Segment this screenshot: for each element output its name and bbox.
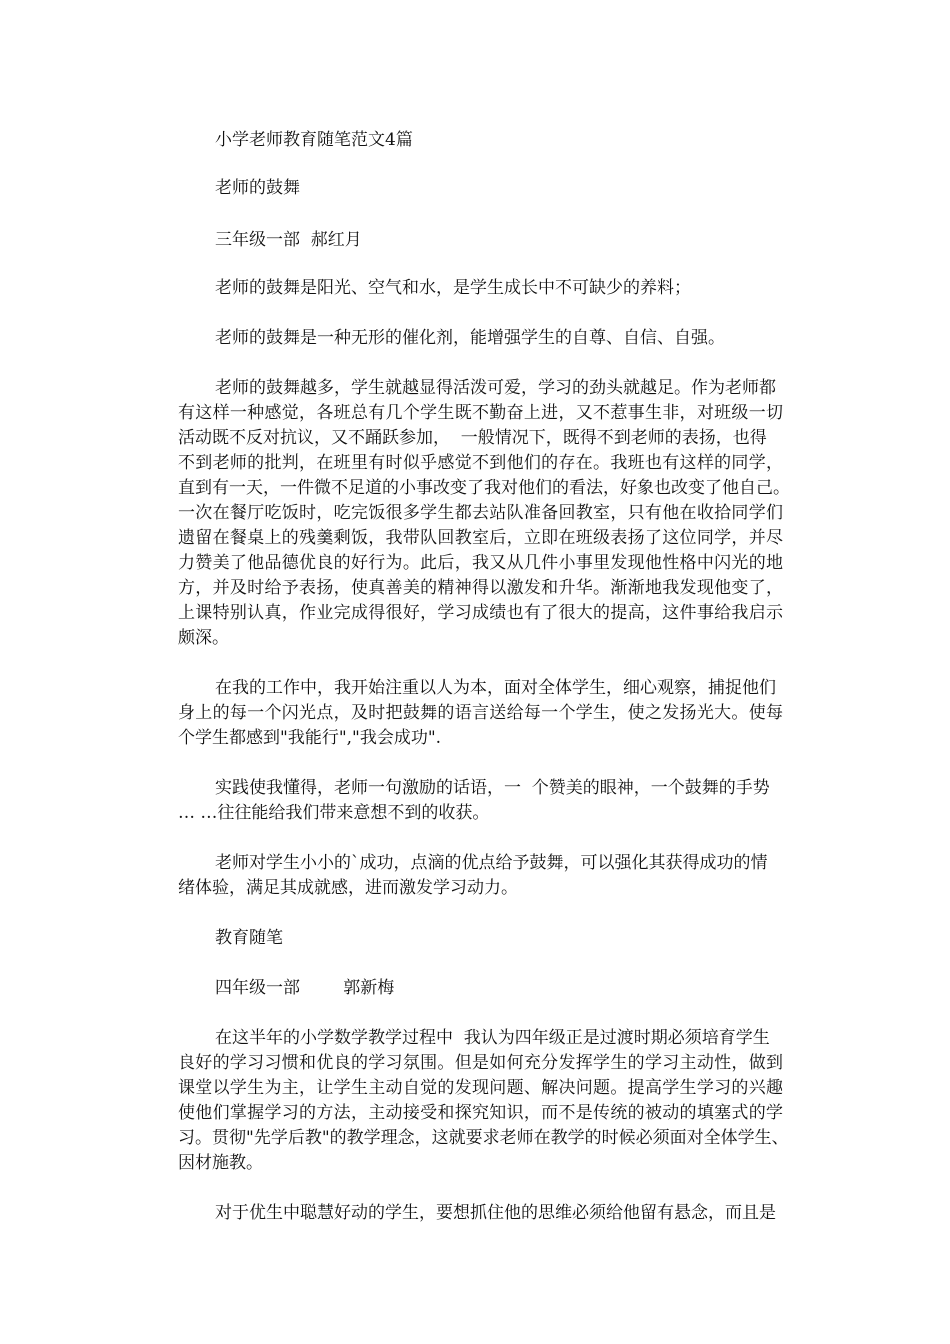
text-line: 方，并及时给予表扬，使真善美的精神得以激发和升华。渐渐地我发现他变了， <box>178 578 783 598</box>
text-line: 遗留在餐桌上的残羹剩饭，我带队回教室后，立即在班级表扬了这位同学，并尽 <box>178 528 783 548</box>
text-line: 在我的工作中，我开始注重以人为本，面对全体学生，细心观察，捕捉他们 <box>215 678 776 698</box>
text-line: 上课特别认真，作业完成得很好，学习成绩也有了很大的提高，这件事给我启示 <box>178 603 783 623</box>
text-line: 老师的鼓舞越多，学生就越显得活泼可爱，学习的劲头就越足。作为老师都 <box>215 378 776 398</box>
paragraph: 老师的鼓舞是一种无形的催化剂，能增强学生的自尊、自信、自强。 <box>215 328 725 348</box>
text-line: 直到有一天，一件微不足道的小事改变了我对他们的看法，好象也改变了他自己。 <box>178 478 790 498</box>
section-heading: 老师的鼓舞 <box>215 178 300 198</box>
text-line: 力赞美了他品德优良的好行为。此后，我又从几件小事里发现他性格中闪光的地 <box>178 553 783 573</box>
text-line: 颇深。 <box>178 628 229 648</box>
text-line: 对于优生中聪慧好动的学生，要想抓住他的思维必须给他留有悬念，而且是 <box>215 1203 776 1223</box>
text-line: 课堂以学生为主，让学生主动自觉的发现问题、解决问题。提高学生学习的兴趣 <box>178 1078 783 1098</box>
text-line: 使他们掌握学习的方法，主动接受和探究知识，而不是传统的被动的填塞式的学 <box>178 1103 783 1123</box>
text-line: 良好的学习习惯和优良的学习氛围。但是如何充分发挥学生的学习主动性，做到 <box>178 1053 783 1073</box>
author-line: 三年级一部 郝红月 <box>215 230 362 250</box>
text-line: 老师对学生小小的`成功，点滴的优点给予鼓舞，可以强化其获得成功的情 <box>215 853 768 873</box>
text-line: 一次在餐厅吃饭时，吃完饭很多学生都去站队准备回教室，只有他在收拾同学们 <box>178 503 783 523</box>
text-line: 身上的每一个闪光点，及时把鼓舞的语言送给每一个学生，使之发扬光大。使每 <box>178 703 783 723</box>
text-line: 活动既不反对抗议，又不踊跃参加， 一般情况下，既得不到老师的表扬，也得 <box>178 428 767 448</box>
text-line: 因材施教。 <box>178 1153 263 1173</box>
paragraph: 老师的鼓舞是阳光、空气和水，是学生成长中不可缺少的养料； <box>215 278 691 298</box>
text-line: 在这半年的小学数学教学过程中 我认为四年级正是过渡时期必须培育学生 <box>215 1028 770 1048</box>
text-line: … …往往能给我们带来意想不到的收获。 <box>178 803 490 823</box>
text-line: 实践使我懂得，老师一句激励的话语，一 个赞美的眼神，一个鼓舞的手势 <box>215 778 770 798</box>
text-line: 不到老师的批判，在班里有时似乎感觉不到他们的存在。我班也有这样的同学， <box>178 453 783 473</box>
author-line: 四年级一部 郭新梅 <box>215 978 395 998</box>
document-title: 小学老师教育随笔范文4篇 <box>215 130 413 150</box>
section-heading: 教育随笔 <box>215 928 283 948</box>
text-line: 有这样一种感觉，各班总有几个学生既不勤奋上进，又不惹事生非，对班级一切 <box>178 403 783 423</box>
text-line: 习。贯彻"先学后教"的教学理念，这就要求老师在教学的时候必须面对全体学生、 <box>178 1128 789 1148</box>
text-line: 个学生都感到"我能行","我会成功". <box>178 728 442 748</box>
text-line: 绪体验，满足其成就感，进而激发学习动力。 <box>178 878 518 898</box>
